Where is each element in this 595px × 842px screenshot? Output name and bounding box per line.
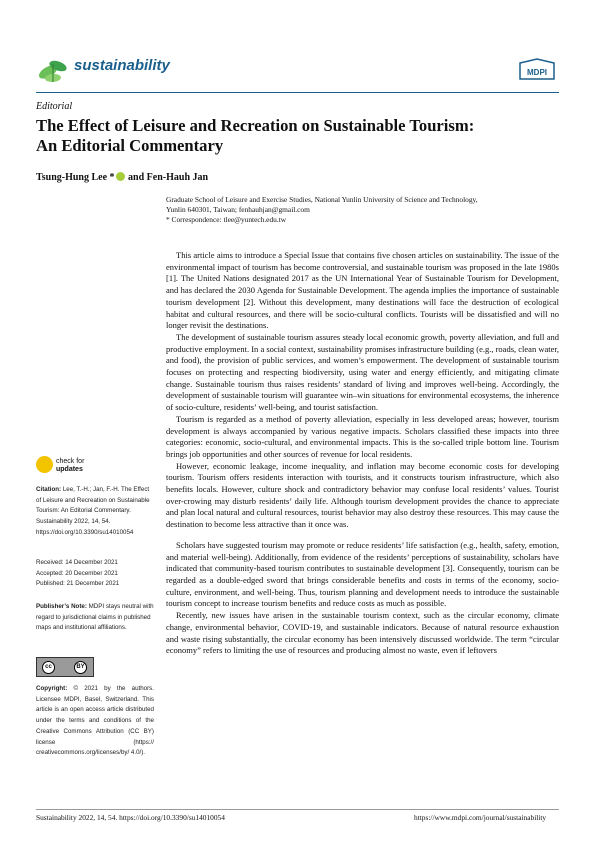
cc-icon: cc bbox=[42, 661, 55, 674]
dates-block bbox=[36, 558, 154, 590]
title-line-1: The Effect of Leisure and Recreation on Sustainable Tourism: bbox=[36, 116, 475, 135]
check-updates-label: check for bbox=[56, 458, 85, 465]
orcid-icon[interactable] bbox=[116, 172, 125, 181]
publisher-note-text: MDPI stays neutral with regard to jurisdictional claims in published maps and institutional affiliations. bbox=[36, 603, 154, 632]
accepted-date: Accepted: 20 December 2021 bbox=[36, 569, 118, 577]
paragraph-1: This article aims to introduce a Special Issue that contains five chosen articles on sustainability. The issue of the environmental impact of tourism has become controversial, and sustainable tourism was proposed in the late 1980s [1]. The United Nations designated 2017 as the UN International Year of Sustainable Tourism for Development, and has declared the 2030 Agenda for Sustainable Development. The agenda implies the importance of sustainable tourism development [2]. Without this development, many destinations will face the destruction of ecological habitat and cultural resources, and there will be socio-cultural conflicts. Tourists will be dissatisfied and will no longer revisit the destinations. bbox=[166, 250, 559, 331]
paragraph-4: However, economic leakage, income inequality, and inflation may become economic costs for developing tourism. Tourism offers residents interaction with tourists, and it constructs tourism infrastructure, which also benefits locals. However, culture shock and contradictory behavior may confuse local residents’ values. Tourist over-crowing may disturb residents’ daily life. Although tourism development provides the chance to appreciate and plan local natural and cultural resources, tourist behavior may also destroy these resources. This may cause the destination to become less attractive than it once was. bbox=[166, 460, 559, 530]
publisher-note-label: Publisher’s Note: bbox=[36, 603, 87, 610]
citation-text: Lee, T.-H.; Jan, F.-H. The Effect of Leisure and Recreation on Sustainable Tourism: An Editorial Commentary. Sustainability 2022, 14, 54. https://doi.org/10.3390/su14010054 bbox=[36, 486, 150, 536]
paragraph-3: Tourism is regarded as a method of poverty alleviation, especially in less developed areas; however, tourism development is always accompanied by various negative impacts. Scholars classified these impacts into three categories: economic, socio-cultural, and environmental impacts. This is the so-called triple bottom line. Tourism brings job opportunities and other sources of revenue for local residents. bbox=[166, 413, 559, 459]
check-updates-icon[interactable] bbox=[36, 456, 53, 473]
citation-block bbox=[36, 485, 154, 539]
journal-name[interactable]: sustainability bbox=[74, 57, 170, 74]
author-1: Tsung-Hung Lee * bbox=[36, 172, 115, 183]
paragraph-5: Scholars have suggested tourism may promote or reduce residents’ life satisfaction (e.g., health, safety, emotion, and material well-being). Additionally, from evidence of the residents’ perceptions of sustainability, scholars have indicated that community-based tourism contributes to sustainable development [3]. Consequently, tourism can be regarded as a double-edged sword that brings considerable benefits and costs in terms of the economy, socio-culture, environment, and well-being. Thus, tourism planning and development needs to introduce the sustainable tourism concept to increase tourism benefits and reduce costs as much as possible. bbox=[166, 539, 559, 609]
footer-journal-link[interactable]: https://www.mdpi.com/journal/sustainability bbox=[414, 813, 547, 822]
article-category: Editorial bbox=[36, 101, 73, 112]
correspondence: * Correspondence: tlee@yuntech.edu.tw bbox=[166, 215, 287, 224]
by-icon: BY bbox=[74, 661, 87, 674]
cc-by-license-icon[interactable] bbox=[36, 657, 94, 677]
author-2: and Fen-Hauh Jan bbox=[128, 172, 209, 183]
copyright-label: Copyright: bbox=[36, 685, 68, 692]
footer-citation[interactable]: Sustainability 2022, 14, 54. https://doi.org/10.3390/su14010054 bbox=[36, 813, 225, 822]
received-date: Received: 14 December 2021 bbox=[36, 559, 118, 566]
footer-rule bbox=[36, 809, 559, 810]
check-updates-label-2: updates bbox=[56, 466, 83, 473]
affiliations bbox=[166, 195, 558, 225]
publisher-note bbox=[36, 602, 154, 634]
header-rule bbox=[36, 92, 559, 93]
author-list bbox=[36, 172, 208, 183]
paragraph-2: The development of sustainable tourism assures steady local economic growth, poverty alleviation, and full and productive employment. In a social context, sustainability promises infrastructure building (e.g., roads, clean water, and food), the provision of public services, and women’s empowerment. The development of sustainable tourism focuses on protecting and respecting biodiversity, using water and energy efficiently, and mitigating climate change. Sustainable tourism thus raises residents’ standard of living and improves well-being. Accordingly, the development of sustainable tourism will guarantee win–win situations for environmental ecosystems, the inherence of socio-culture, residents’ well-being, and tourist satisfaction. bbox=[166, 331, 559, 413]
mdpi-logo-icon[interactable] bbox=[517, 58, 557, 82]
paragraph-6: Recently, new issues have arisen in the sustainable tourism context, such as the circular economy, climate change, environmental behavior, COVID-19, and sustainable indicators. Because of natural resource exhaustion and waste rising substantially, the circular economy has been intensively discussed worldwide. The term “circular economy” refers to limiting the use of resources and producing almost no waste, even if leftovers bbox=[166, 610, 559, 656]
citation-label: Citation: bbox=[36, 486, 62, 493]
affiliation-line-1: Graduate School of Leisure and Exercise Studies, National Yunlin University of Science and Technology, bbox=[166, 195, 478, 204]
affiliation-line-2: Yunlin 640301, Taiwan; fenhauhjan@gmail.com bbox=[166, 205, 310, 214]
title-line-2: An Editorial Commentary bbox=[36, 136, 224, 155]
article-body bbox=[166, 250, 559, 657]
copyright-text: © 2021 by the authors. Licensee MDPI, Basel, Switzerland. This article is an open access article distributed under the terms and conditions of the Creative Commons Attribution (CC BY) license (https:// creativecommons.org/licenses/by/ 4.0/). bbox=[36, 685, 154, 757]
published-date: Published: 21 December 2021 bbox=[36, 580, 120, 588]
copyright-block bbox=[36, 684, 154, 759]
journal-logo-icon bbox=[36, 52, 70, 86]
publisher-name: MDPI bbox=[527, 68, 547, 77]
article-title bbox=[36, 116, 556, 156]
check-updates-button[interactable] bbox=[56, 458, 84, 474]
